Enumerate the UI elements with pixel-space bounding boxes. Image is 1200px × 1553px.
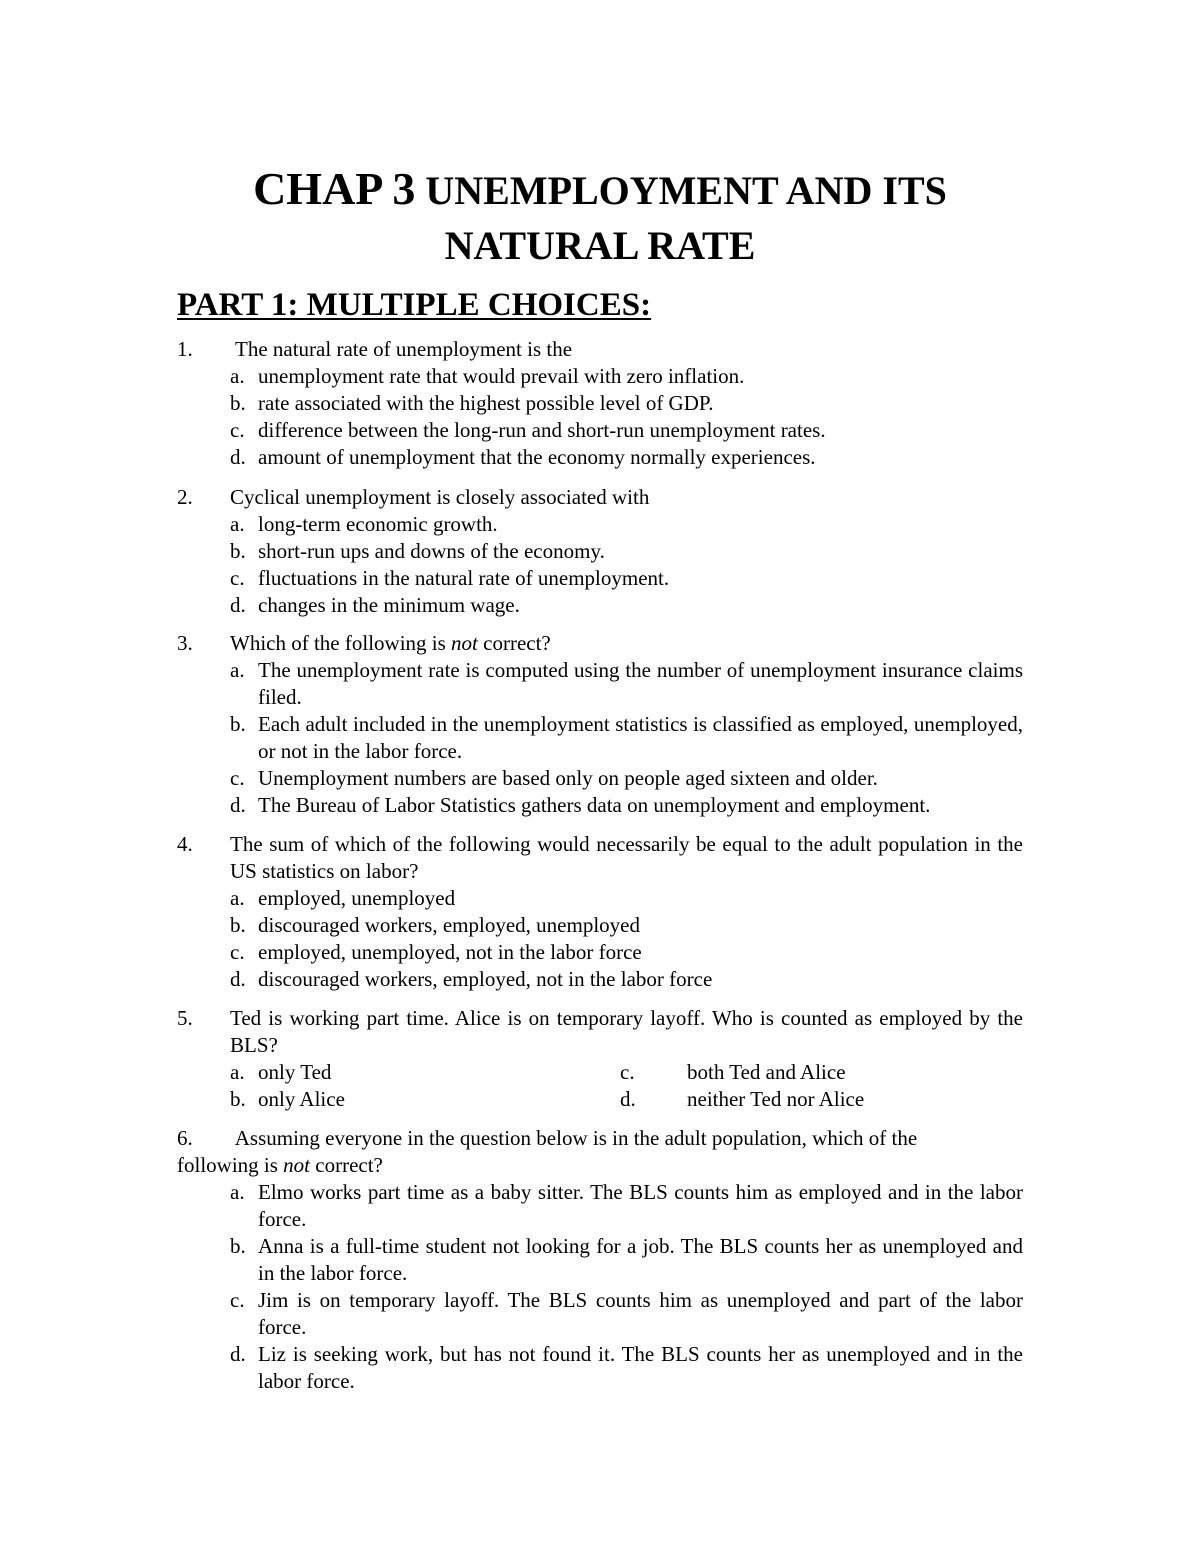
option-b: [177, 390, 1023, 417]
option-a: [177, 363, 1023, 390]
option-letter: a.: [230, 1180, 245, 1204]
option-letter: a.: [230, 658, 245, 682]
option-c: [620, 1059, 1023, 1086]
option-letter: d.: [230, 793, 246, 817]
option-text: Jim is on temporary layoff. The BLS counts him as unemployed and part of the labor force.: [258, 1288, 1023, 1339]
option-text: rate associated with the highest possible level of GDP.: [258, 391, 714, 415]
option-d: [177, 444, 1023, 471]
chapter-title-line-1: [0, 163, 1200, 214]
option-letter: c.: [230, 418, 245, 442]
option-d: [177, 966, 1023, 993]
stem-line-2: [177, 1153, 383, 1177]
option-grid: [177, 1059, 1023, 1113]
option-letter: b.: [230, 391, 246, 415]
chapter-title-line-2: NATURAL RATE: [444, 223, 756, 268]
question-3: [177, 630, 1023, 819]
option-letter: c.: [230, 1288, 245, 1312]
question-stem: The natural rate of unemployment is the: [235, 337, 573, 361]
option-b: [177, 1233, 1023, 1287]
option-text: Elmo works part time as a baby sitter. The BLS counts him as employed and in the labor force.: [258, 1180, 1023, 1231]
question-number: 2.: [177, 485, 193, 509]
question-1: [177, 336, 1023, 471]
option-text: The unemployment rate is computed using the number of unemployment insurance claims filed.: [258, 658, 1023, 709]
option-c: [177, 1287, 1023, 1341]
question-5: [177, 1005, 1023, 1113]
option-letter: d.: [230, 1342, 246, 1366]
option-c: [177, 939, 1023, 966]
stem-text: Which of the following is: [230, 631, 452, 655]
question-number: 4.: [177, 832, 193, 856]
option-text: employed, unemployed: [258, 886, 456, 910]
option-a: [177, 511, 1023, 538]
option-text: The Bureau of Labor Statistics gathers data on unemployment and employment.: [258, 793, 931, 817]
option-c: [177, 565, 1023, 592]
option-a: [177, 657, 1023, 711]
option-letter: b.: [230, 1234, 246, 1258]
option-letter: b.: [230, 539, 246, 563]
stem-text: correct?: [310, 1153, 383, 1177]
option-letter: a.: [230, 512, 245, 536]
stem-emphasis: not: [451, 631, 478, 655]
option-list: [177, 657, 1023, 819]
option-text: difference between the long-run and short-run unemployment rates.: [258, 418, 826, 442]
option-text: amount of unemployment that the economy normally experiences.: [258, 445, 816, 469]
option-text: employed, unemployed, not in the labor force: [258, 940, 642, 964]
option-text: fluctuations in the natural rate of unemployment.: [258, 566, 670, 590]
option-letter: d.: [230, 593, 246, 617]
stem-text: Assuming everyone in the question below is in the adult population, which of the: [234, 1126, 918, 1150]
option-letter: b.: [230, 913, 246, 937]
option-letter: c.: [230, 940, 245, 964]
option-a: [177, 1179, 1023, 1233]
option-letter: c.: [230, 766, 245, 790]
option-c: [177, 417, 1023, 444]
option-text: only Alice: [258, 1087, 345, 1111]
option-letter: d.: [620, 1087, 636, 1111]
option-text: long-term economic growth.: [258, 512, 498, 536]
option-c: [177, 765, 1023, 792]
option-list: [177, 511, 1023, 619]
question-6: [177, 1125, 1023, 1395]
option-letter: c.: [230, 566, 245, 590]
question-stem: [177, 1125, 1023, 1179]
option-b: [177, 711, 1023, 765]
option-text: discouraged workers, employed, not in the labor force: [258, 967, 713, 991]
question-number: 5.: [177, 1006, 193, 1030]
option-text: changes in the minimum wage.: [258, 593, 520, 617]
question-stem: [230, 630, 1023, 657]
option-list: [177, 363, 1023, 471]
option-text: neither Ted nor Alice: [687, 1087, 865, 1111]
option-text: discouraged workers, employed, unemployed: [258, 913, 640, 937]
option-b: [177, 538, 1023, 565]
option-d: [177, 792, 1023, 819]
chapter-title-text: UNEMPLOYMENT AND ITS: [425, 168, 947, 213]
option-text: short-run ups and downs of the economy.: [258, 539, 605, 563]
option-text: Unemployment numbers are based only on people aged sixteen and older.: [258, 766, 878, 790]
question-stem: Ted is working part time. Alice is on temporary layoff. Who is counted as employed by the BLS?: [230, 1006, 1023, 1057]
stem-line-1: [177, 1125, 1023, 1152]
option-b: [177, 912, 1023, 939]
option-letter: b.: [230, 1087, 246, 1111]
question-stem: The sum of which of the following would necessarily be equal to the adult population in the US statistics on labor?: [230, 832, 1023, 883]
option-list: [177, 885, 1023, 993]
stem-text: following is: [177, 1153, 284, 1177]
option-text: unemployment rate that would prevail with zero inflation.: [258, 364, 745, 388]
option-letter: a.: [230, 886, 245, 910]
option-text: only Ted: [258, 1060, 332, 1084]
option-b: [177, 1086, 620, 1113]
option-d: [620, 1086, 1023, 1113]
question-4: [177, 831, 1023, 993]
option-letter: d.: [230, 445, 246, 469]
option-a: [177, 885, 1023, 912]
option-text: Liz is seeking work, but has not found it. The BLS counts her as unemployed and in the labor force.: [258, 1342, 1023, 1393]
stem-text: correct?: [477, 631, 551, 655]
question-number: 3.: [177, 631, 193, 655]
option-letter: b.: [230, 712, 246, 736]
stem-emphasis: not: [283, 1153, 311, 1177]
option-letter: a.: [230, 1060, 245, 1084]
question-number: 6.: [177, 1126, 193, 1150]
part-heading: PART 1: MULTIPLE CHOICES:: [177, 287, 652, 323]
question-number: 1.: [177, 337, 193, 361]
option-text: Anna is a full-time student not looking for a job. The BLS counts her as unemployed and in the labor force.: [258, 1234, 1023, 1285]
option-text: Each adult included in the unemployment statistics is classified as employed, unemployed, or not in the labor force.: [258, 712, 1023, 763]
option-d: [177, 1341, 1023, 1395]
question-2: [177, 484, 1023, 619]
question-stem: Cyclical unemployment is closely associated with: [230, 485, 650, 509]
option-text: both Ted and Alice: [687, 1060, 846, 1084]
option-letter: d.: [230, 967, 246, 991]
option-letter: c.: [620, 1060, 635, 1084]
option-list: [177, 1179, 1023, 1395]
option-a: [177, 1059, 620, 1086]
option-d: [177, 592, 1023, 619]
option-letter: a.: [230, 364, 245, 388]
chapter-number: CHAP 3: [253, 163, 416, 214]
